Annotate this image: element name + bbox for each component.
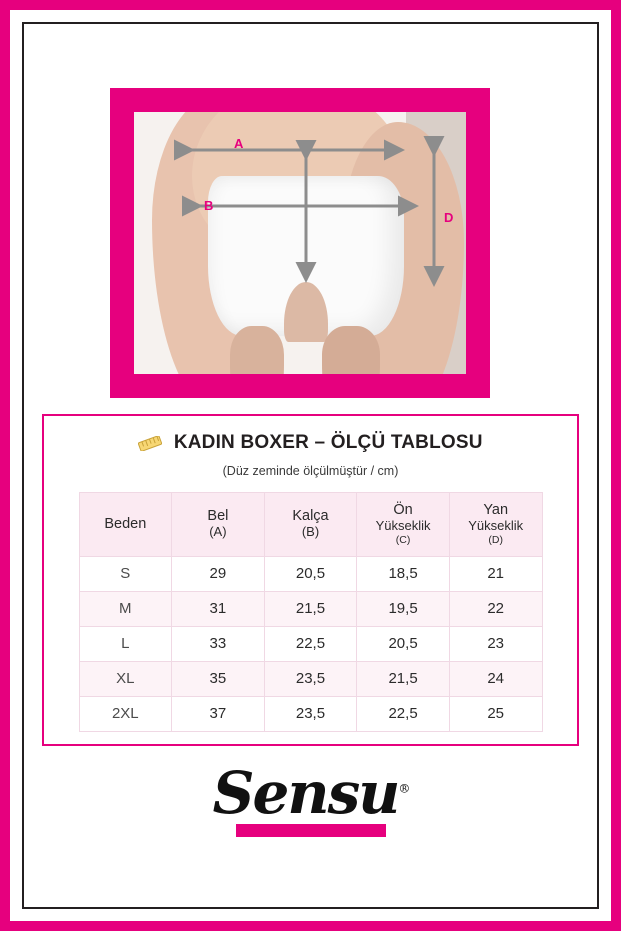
cell-yan: 21	[449, 556, 542, 591]
brand-name-row	[0, 759, 621, 827]
header-on-yukseklik	[357, 493, 450, 557]
card-title-row	[44, 432, 577, 457]
cell-bel: 29	[172, 556, 265, 591]
cell-on: 22,5	[357, 696, 450, 731]
cell-beden: S	[79, 556, 172, 591]
cell-bel: 37	[172, 696, 265, 731]
table-row	[79, 661, 542, 696]
header-on-sub: Yükseklik	[375, 517, 431, 533]
cell-kalca: 20,5	[264, 556, 357, 591]
card-subtitle: (Düz zeminde ölçülmüştür / cm)	[222, 464, 399, 478]
cell-bel: 33	[172, 626, 265, 661]
header-bel	[172, 493, 265, 557]
cell-on: 21,5	[357, 661, 450, 696]
table-row	[79, 626, 542, 661]
size-table-card	[42, 414, 579, 746]
table-row	[79, 591, 542, 626]
product-photo	[134, 112, 466, 374]
size-table-head	[79, 493, 542, 557]
size-table	[79, 492, 543, 732]
ruler-icon	[138, 435, 162, 457]
header-kalca	[264, 493, 357, 557]
table-row	[79, 696, 542, 731]
header-yan-yukseklik	[449, 493, 542, 557]
header-kalca-label: Kalça	[292, 508, 329, 525]
header-beden-label: Beden	[104, 515, 147, 532]
header-on-tiny: (C)	[395, 533, 411, 546]
cell-bel: 35	[172, 661, 265, 696]
table-row	[79, 556, 542, 591]
brand-name: Sensu	[212, 759, 399, 827]
cell-bel: 31	[172, 591, 265, 626]
header-bel-sub: (A)	[209, 523, 227, 539]
cell-yan: 25	[449, 696, 542, 731]
cell-kalca: 21,5	[264, 591, 357, 626]
header-kalca-sub: (B)	[301, 523, 320, 539]
cell-on: 19,5	[357, 591, 450, 626]
cell-beden: M	[79, 591, 172, 626]
cell-yan: 24	[449, 661, 542, 696]
header-beden	[79, 493, 172, 557]
marker-label-b: B	[204, 198, 214, 213]
header-yan-tiny: (D)	[488, 533, 503, 546]
cell-beden: L	[79, 626, 172, 661]
cell-on: 20,5	[357, 626, 450, 661]
cell-kalca: 23,5	[264, 696, 357, 731]
marker-label-d: D	[444, 210, 454, 225]
cell-yan: 22	[449, 591, 542, 626]
cell-kalca: 22,5	[264, 626, 357, 661]
header-on-label: Ön	[393, 502, 413, 518]
marker-label-a: A	[234, 136, 244, 151]
product-photo-frame	[110, 88, 490, 398]
cell-beden: XL	[79, 661, 172, 696]
cell-yan: 23	[449, 626, 542, 661]
cell-beden: 2XL	[79, 696, 172, 731]
header-yan-sub: Yükseklik	[468, 517, 524, 533]
table-header-row	[79, 493, 542, 557]
page-title: KADIN BOXER – ÖLÇÜ TABLOSU	[173, 432, 483, 453]
header-bel-label: Bel	[207, 508, 229, 525]
header-yan-label: Yan	[483, 502, 509, 518]
brand-logo	[0, 759, 621, 837]
size-table-body	[79, 556, 542, 731]
cell-on: 18,5	[357, 556, 450, 591]
registered-mark: ®	[398, 781, 409, 796]
cell-kalca: 23,5	[264, 661, 357, 696]
measurement-arrows	[134, 112, 466, 374]
